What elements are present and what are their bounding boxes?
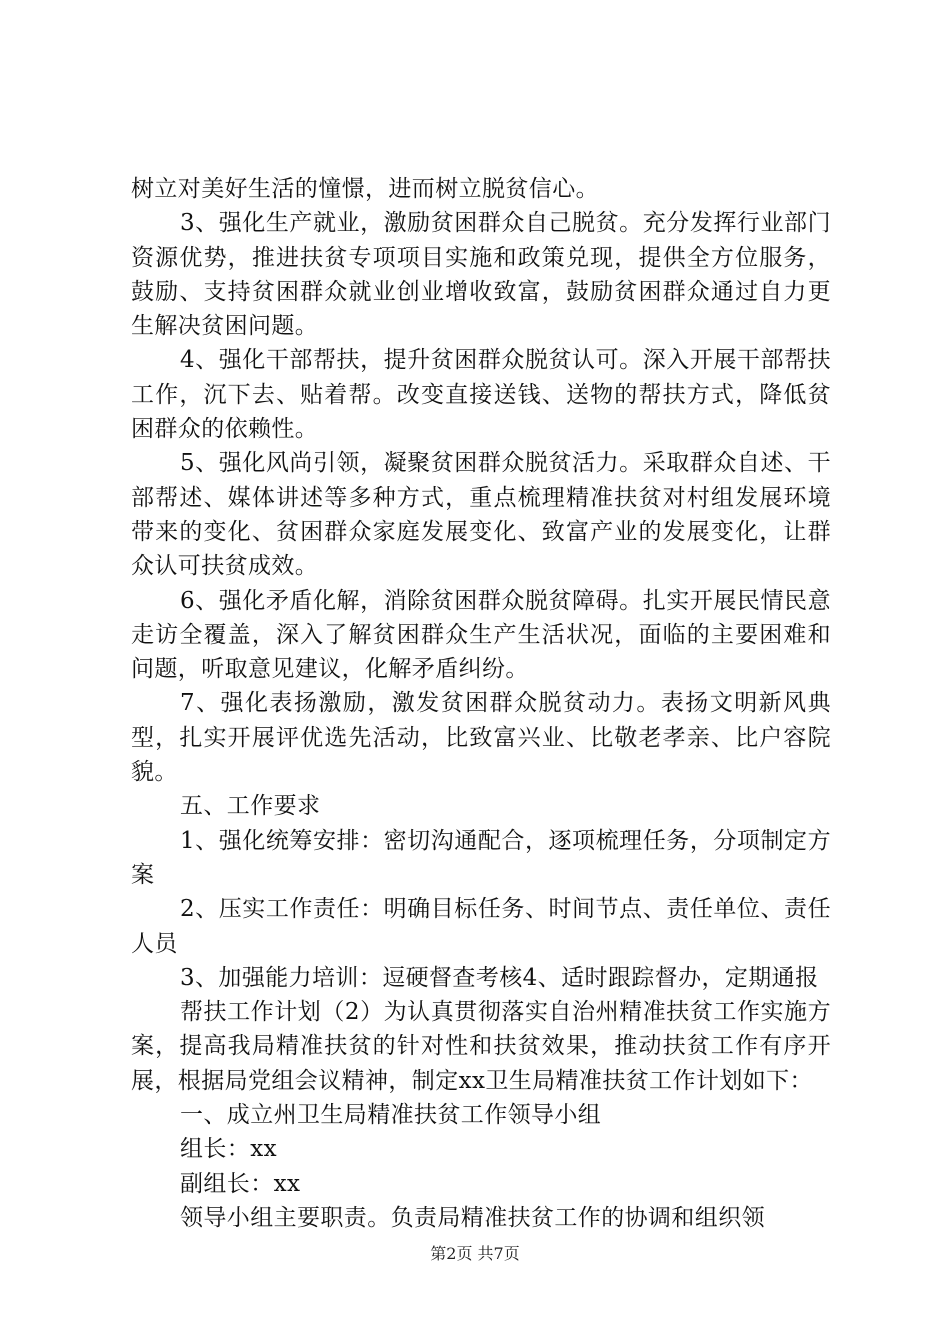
paragraph: 领导小组主要职责。负责局精准扶贫工作的协调和组织领 bbox=[180, 1204, 765, 1231]
paragraph: 组长：xx bbox=[180, 1136, 277, 1163]
page-number-footer: 第2页 共7页 bbox=[430, 1244, 520, 1263]
paragraph: 树立对美好生活的憧憬，进而树立脱贫信心。 bbox=[131, 176, 599, 202]
paragraph: 7、强化表扬激励，激发贫困群众脱贫动力。表扬文明新风典型，扎实开展评优选先活动，比致富兴业、比敬老孝亲、比户容院貌。 bbox=[131, 690, 831, 786]
paragraph: 6、强化矛盾化解，消除贫困群众脱贫障碍。扎实开展民情民意走访全覆盖，深入了解贫困群众生产生活状况，面临的主要困难和问题，听取意见建议，化解矛盾纠纷。 bbox=[131, 587, 831, 683]
section-heading: 一、成立州卫生局精准扶贫工作领导小组 bbox=[180, 1102, 602, 1129]
paragraph: 帮扶工作计划（2）为认真贯彻落实自治州精准扶贫工作实施方案，提高我局精准扶贫的针对性和扶贫效果，推动扶贫工作有序开展，根据局党组会议精神，制定xx卫生局精准扶贫工作计划如下： bbox=[131, 999, 831, 1094]
paragraph: 4、强化干部帮扶，提升贫困群众脱贫认可。深入开展干部帮扶工作，沉下去、贴着帮。改变直接送钱、送物的帮扶方式，降低贫困群众的依赖性。 bbox=[131, 347, 831, 443]
paragraph: 2、压实工作责任：明确目标任务、时间节点、责任单位、责任人员 bbox=[131, 896, 831, 957]
paragraph: 1、强化统筹安排：密切沟通配合，逐项梳理任务，分项制定方案 bbox=[131, 827, 831, 888]
paragraph: 3、加强能力培训：逗硬督查考核4、适时跟踪督办，定期通报 bbox=[180, 964, 819, 991]
paragraph: 3、强化生产就业，激励贫困群众自己脱贫。充分发挥行业部门资源优势，推进扶贫专项项目实施和政策兑现，提供全方位服务，鼓励、支持贫困群众就业创业增收致富，鼓励贫困群众通过自力更生解决贫困问题。 bbox=[131, 210, 831, 340]
paragraph: 5、强化风尚引领，凝聚贫困群众脱贫活力。采取群众自述、干部帮述、媒体讲述等多种方式，重点梳理精准扶贫对村组发展环境带来的变化、贫困群众家庭发展变化、致富产业的发展变化，让群众认可扶贫成效。 bbox=[131, 450, 831, 580]
paragraph: 副组长：xx bbox=[180, 1170, 301, 1197]
document-body bbox=[131, 172, 831, 1235]
section-heading: 五、工作要求 bbox=[180, 793, 321, 820]
